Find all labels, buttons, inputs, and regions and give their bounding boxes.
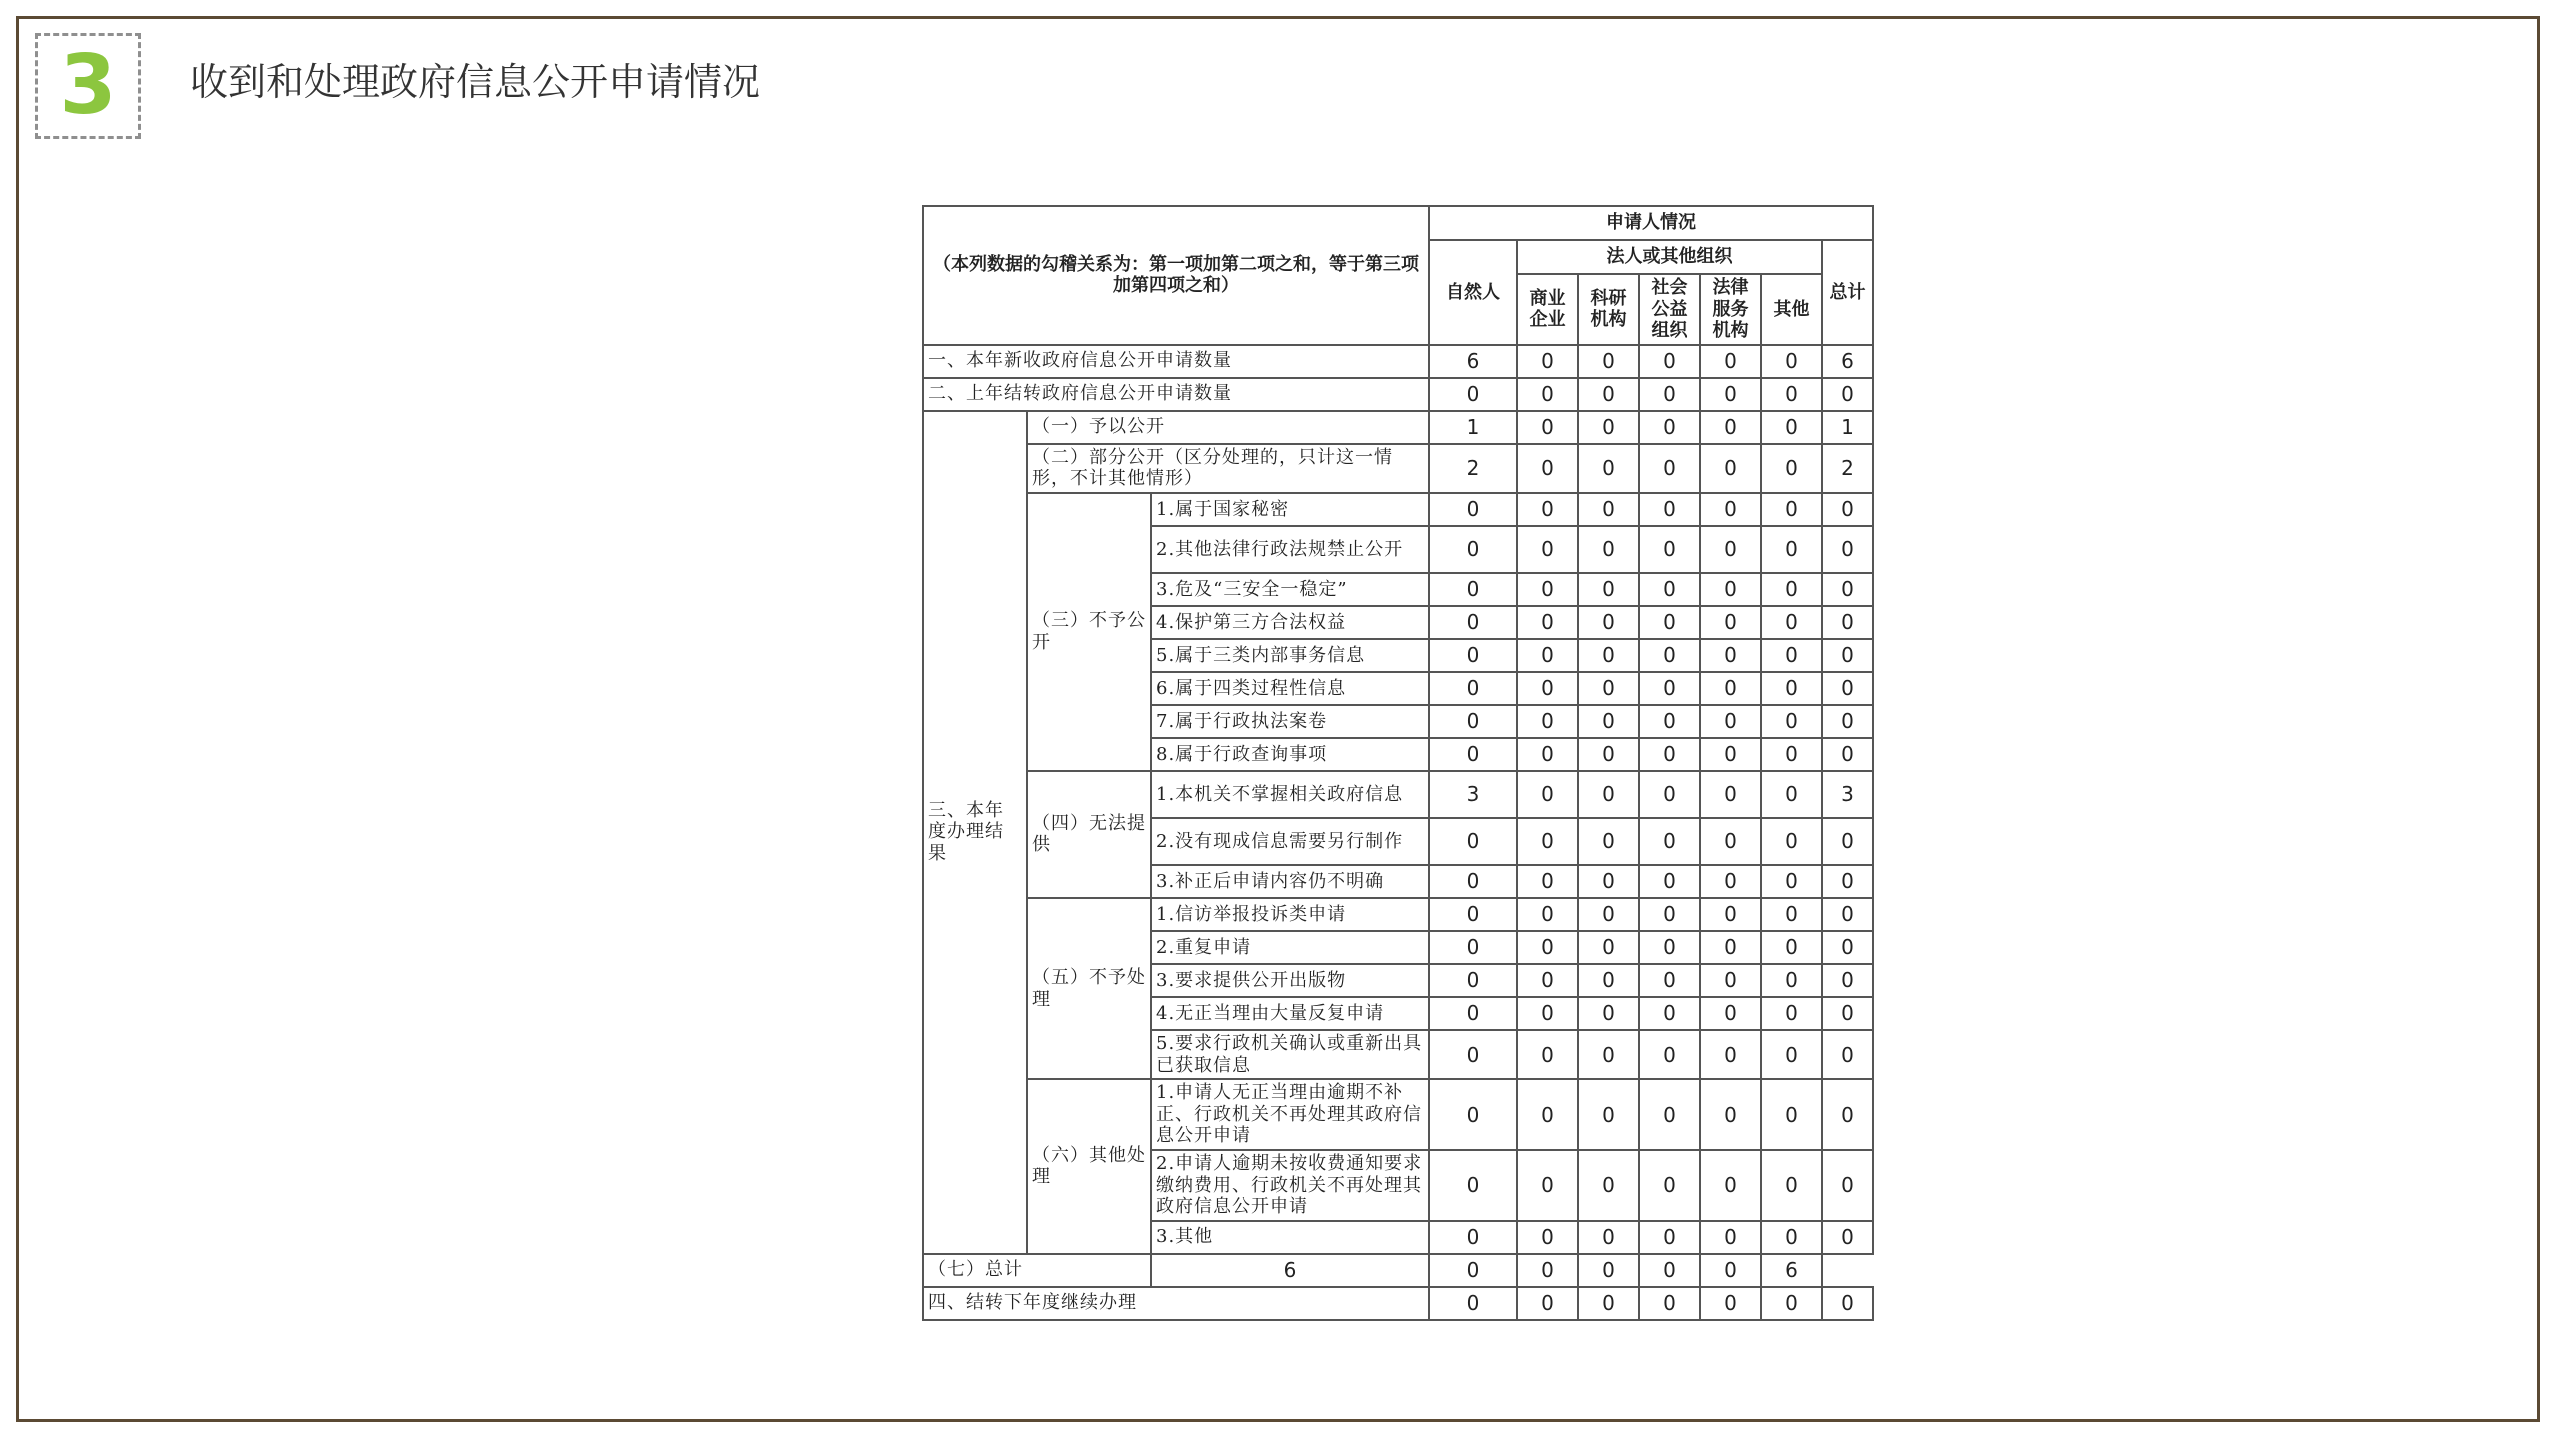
value-cell: 0 — [1822, 865, 1873, 898]
value-cell: 0 — [1822, 931, 1873, 964]
value-cell: 0 — [1429, 1150, 1517, 1221]
value-cell: 0 — [1761, 1287, 1822, 1320]
value-cell: 0 — [1517, 771, 1578, 818]
value-cell: 0 — [1429, 964, 1517, 997]
value-cell: 0 — [1517, 898, 1578, 931]
corner-note: （本列数据的勾稽关系为：第一项加第二项之和，等于第三项加第四项之和） — [923, 206, 1429, 345]
row-label: （一）予以公开 — [1027, 411, 1429, 444]
value-cell: 0 — [1700, 672, 1761, 705]
value-cell: 0 — [1578, 526, 1639, 573]
value-cell: 0 — [1761, 573, 1822, 606]
value-cell: 0 — [1700, 411, 1761, 444]
section-number-box — [35, 33, 141, 139]
value-cell: 0 — [1517, 738, 1578, 771]
value-cell: 0 — [1761, 865, 1822, 898]
value-cell: 0 — [1639, 672, 1700, 705]
table-row — [923, 345, 1873, 378]
row-label: 6.属于四类过程性信息 — [1151, 672, 1429, 705]
value-cell: 0 — [1578, 672, 1639, 705]
value-cell: 0 — [1822, 606, 1873, 639]
value-cell: 0 — [1429, 818, 1517, 865]
value-cell: 0 — [1517, 865, 1578, 898]
value-cell: 0 — [1761, 997, 1822, 1030]
value-cell: 0 — [1700, 1030, 1761, 1079]
table-row — [923, 444, 1873, 493]
row-label: （七）总计 — [923, 1254, 1151, 1287]
value-cell: 0 — [1429, 1254, 1517, 1287]
value-cell: 0 — [1517, 705, 1578, 738]
row-label: 7.属于行政执法案卷 — [1151, 705, 1429, 738]
value-cell: 0 — [1761, 639, 1822, 672]
value-cell: 0 — [1578, 639, 1639, 672]
value-cell: 0 — [1822, 1287, 1873, 1320]
value-cell: 0 — [1578, 1030, 1639, 1079]
value-cell: 0 — [1639, 1030, 1700, 1079]
value-cell: 0 — [1429, 573, 1517, 606]
col-legal: 法律服务机构 — [1700, 274, 1761, 345]
value-cell: 0 — [1639, 573, 1700, 606]
value-cell: 0 — [1761, 444, 1822, 493]
value-cell: 0 — [1578, 997, 1639, 1030]
row-label: 2.其他法律行政法规禁止公开 — [1151, 526, 1429, 573]
row-label: 4.保护第三方合法权益 — [1151, 606, 1429, 639]
value-cell: 2 — [1429, 444, 1517, 493]
value-cell: 0 — [1761, 964, 1822, 997]
group-not-disclosed: （三）不予公开 — [1027, 493, 1151, 771]
col-total: 总计 — [1822, 240, 1873, 345]
value-cell: 0 — [1700, 771, 1761, 818]
col-social: 社会公益组织 — [1639, 274, 1700, 345]
value-cell: 0 — [1822, 705, 1873, 738]
value-cell: 0 — [1700, 898, 1761, 931]
value-cell: 0 — [1578, 931, 1639, 964]
table-row — [923, 898, 1873, 931]
value-cell: 1 — [1429, 411, 1517, 444]
statistics-table — [922, 205, 1874, 1321]
value-cell: 0 — [1822, 1150, 1873, 1221]
value-cell: 0 — [1761, 672, 1822, 705]
value-cell: 0 — [1578, 493, 1639, 526]
value-cell: 0 — [1761, 1150, 1822, 1221]
value-cell: 0 — [1700, 1150, 1761, 1221]
row-label: 1.属于国家秘密 — [1151, 493, 1429, 526]
value-cell: 0 — [1578, 964, 1639, 997]
value-cell: 0 — [1822, 1079, 1873, 1150]
value-cell: 0 — [1639, 997, 1700, 1030]
value-cell: 0 — [1639, 444, 1700, 493]
value-cell: 0 — [1517, 493, 1578, 526]
value-cell: 0 — [1517, 411, 1578, 444]
value-cell: 0 — [1639, 411, 1700, 444]
value-cell: 0 — [1429, 705, 1517, 738]
value-cell: 6 — [1822, 345, 1873, 378]
value-cell: 0 — [1700, 931, 1761, 964]
value-cell: 0 — [1517, 345, 1578, 378]
value-cell: 0 — [1639, 865, 1700, 898]
value-cell: 0 — [1578, 1254, 1639, 1287]
value-cell: 0 — [1761, 378, 1822, 411]
value-cell: 0 — [1639, 606, 1700, 639]
value-cell: 0 — [1700, 526, 1761, 573]
value-cell: 0 — [1822, 964, 1873, 997]
value-cell: 0 — [1578, 1079, 1639, 1150]
value-cell: 0 — [1761, 411, 1822, 444]
statistics-table-wrap — [922, 205, 1872, 1321]
value-cell: 0 — [1429, 606, 1517, 639]
value-cell: 0 — [1517, 1150, 1578, 1221]
value-cell: 0 — [1822, 738, 1873, 771]
value-cell: 3 — [1822, 771, 1873, 818]
value-cell: 0 — [1429, 997, 1517, 1030]
table-row — [923, 493, 1873, 526]
value-cell: 0 — [1761, 705, 1822, 738]
value-cell: 0 — [1700, 606, 1761, 639]
group-annual-result: 三、本年度办理结果 — [923, 411, 1027, 1254]
value-cell: 0 — [1429, 1030, 1517, 1079]
value-cell: 0 — [1700, 1221, 1761, 1254]
value-cell: 0 — [1578, 444, 1639, 493]
value-cell: 0 — [1639, 639, 1700, 672]
value-cell: 0 — [1517, 573, 1578, 606]
value-cell: 6 — [1761, 1254, 1822, 1287]
value-cell: 2 — [1822, 444, 1873, 493]
value-cell: 0 — [1700, 964, 1761, 997]
value-cell: 0 — [1700, 997, 1761, 1030]
value-cell: 0 — [1639, 1221, 1700, 1254]
col-business: 商业企业 — [1517, 274, 1578, 345]
value-cell: 0 — [1578, 865, 1639, 898]
row-label: 1.信访举报投诉类申请 — [1151, 898, 1429, 931]
row-label: 四、结转下年度继续办理 — [923, 1287, 1429, 1320]
row-label: 5.属于三类内部事务信息 — [1151, 639, 1429, 672]
value-cell: 0 — [1700, 705, 1761, 738]
row-label: 二、上年结转政府信息公开申请数量 — [923, 378, 1429, 411]
value-cell: 0 — [1822, 672, 1873, 705]
col-natural-person: 自然人 — [1429, 240, 1517, 345]
value-cell: 0 — [1517, 639, 1578, 672]
value-cell: 0 — [1700, 639, 1761, 672]
value-cell: 0 — [1700, 1287, 1761, 1320]
value-cell: 0 — [1517, 997, 1578, 1030]
value-cell: 0 — [1761, 493, 1822, 526]
value-cell: 0 — [1429, 639, 1517, 672]
value-cell: 0 — [1578, 705, 1639, 738]
value-cell: 0 — [1429, 738, 1517, 771]
value-cell: 0 — [1517, 1030, 1578, 1079]
table-row — [923, 1287, 1873, 1320]
value-cell: 0 — [1429, 378, 1517, 411]
value-cell: 0 — [1700, 573, 1761, 606]
value-cell: 0 — [1429, 526, 1517, 573]
group-unable-to-provide: （四）无法提供 — [1027, 771, 1151, 898]
value-cell: 1 — [1822, 411, 1873, 444]
col-research: 科研机构 — [1578, 274, 1639, 345]
row-label: 1.申请人无正当理由逾期不补正、行政机关不再处理其政府信息公开申请 — [1151, 1079, 1429, 1150]
value-cell: 0 — [1429, 672, 1517, 705]
value-cell: 0 — [1761, 1030, 1822, 1079]
value-cell: 0 — [1700, 493, 1761, 526]
value-cell: 0 — [1578, 378, 1639, 411]
value-cell: 0 — [1700, 1079, 1761, 1150]
value-cell: 0 — [1578, 1221, 1639, 1254]
value-cell: 0 — [1429, 865, 1517, 898]
value-cell: 0 — [1578, 818, 1639, 865]
value-cell: 0 — [1578, 738, 1639, 771]
table-row — [923, 1079, 1873, 1150]
value-cell: 0 — [1822, 493, 1873, 526]
value-cell: 0 — [1761, 898, 1822, 931]
value-cell: 0 — [1639, 964, 1700, 997]
value-cell: 0 — [1578, 606, 1639, 639]
value-cell: 0 — [1761, 738, 1822, 771]
value-cell: 0 — [1517, 378, 1578, 411]
value-cell: 0 — [1822, 573, 1873, 606]
value-cell: 0 — [1761, 1079, 1822, 1150]
row-label: 8.属于行政查询事项 — [1151, 738, 1429, 771]
value-cell: 0 — [1578, 898, 1639, 931]
value-cell: 0 — [1517, 526, 1578, 573]
row-label: 3.补正后申请内容仍不明确 — [1151, 865, 1429, 898]
value-cell: 0 — [1578, 1287, 1639, 1320]
value-cell: 0 — [1700, 738, 1761, 771]
value-cell: 0 — [1639, 818, 1700, 865]
value-cell: 0 — [1822, 1221, 1873, 1254]
value-cell: 0 — [1517, 964, 1578, 997]
value-cell: 0 — [1639, 1287, 1700, 1320]
value-cell: 3 — [1429, 771, 1517, 818]
value-cell: 0 — [1639, 378, 1700, 411]
value-cell: 0 — [1429, 931, 1517, 964]
value-cell: 0 — [1429, 898, 1517, 931]
applicant-header: 申请人情况 — [1429, 206, 1873, 240]
row-label: 4.无正当理由大量反复申请 — [1151, 997, 1429, 1030]
value-cell: 0 — [1700, 818, 1761, 865]
table-row — [923, 771, 1873, 818]
value-cell: 0 — [1429, 1079, 1517, 1150]
value-cell: 0 — [1639, 738, 1700, 771]
table-row — [923, 411, 1873, 444]
value-cell: 0 — [1517, 1287, 1578, 1320]
col-other: 其他 — [1761, 274, 1822, 345]
section-number: 3 — [59, 38, 117, 133]
header-row — [923, 206, 1873, 240]
row-label: 一、本年新收政府信息公开申请数量 — [923, 345, 1429, 378]
value-cell: 0 — [1700, 378, 1761, 411]
row-label: 3.要求提供公开出版物 — [1151, 964, 1429, 997]
value-cell: 0 — [1822, 639, 1873, 672]
row-label: 3.危及“三安全一稳定” — [1151, 573, 1429, 606]
page-title: 收到和处理政府信息公开申请情况 — [190, 60, 761, 104]
row-label: 2.没有现成信息需要另行制作 — [1151, 818, 1429, 865]
value-cell: 0 — [1578, 1150, 1639, 1221]
table-row — [923, 1254, 1873, 1287]
value-cell: 0 — [1639, 898, 1700, 931]
value-cell: 0 — [1639, 771, 1700, 818]
value-cell: 0 — [1639, 931, 1700, 964]
value-cell: 0 — [1639, 345, 1700, 378]
value-cell: 0 — [1639, 493, 1700, 526]
group-other-processing: （六）其他处理 — [1027, 1079, 1151, 1254]
value-cell: 0 — [1761, 1221, 1822, 1254]
value-cell: 0 — [1578, 345, 1639, 378]
value-cell: 0 — [1578, 771, 1639, 818]
value-cell: 0 — [1639, 526, 1700, 573]
value-cell: 0 — [1822, 818, 1873, 865]
value-cell: 0 — [1578, 411, 1639, 444]
value-cell: 0 — [1761, 931, 1822, 964]
row-label: 2.重复申请 — [1151, 931, 1429, 964]
value-cell: 0 — [1761, 526, 1822, 573]
row-label: 5.要求行政机关确认或重新出具已获取信息 — [1151, 1030, 1429, 1079]
value-cell: 0 — [1517, 818, 1578, 865]
org-header: 法人或其他组织 — [1517, 240, 1822, 274]
value-cell: 0 — [1761, 606, 1822, 639]
value-cell: 0 — [1639, 1150, 1700, 1221]
value-cell: 0 — [1700, 345, 1761, 378]
table-body — [923, 206, 1873, 1320]
value-cell: 0 — [1761, 771, 1822, 818]
value-cell: 0 — [1822, 997, 1873, 1030]
value-cell: 0 — [1429, 1287, 1517, 1320]
value-cell: 0 — [1761, 818, 1822, 865]
value-cell: 0 — [1822, 1030, 1873, 1079]
row-label: 1.本机关不掌握相关政府信息 — [1151, 771, 1429, 818]
value-cell: 0 — [1639, 705, 1700, 738]
value-cell: 0 — [1517, 672, 1578, 705]
value-cell: 0 — [1822, 526, 1873, 573]
value-cell: 0 — [1517, 1254, 1578, 1287]
value-cell: 0 — [1517, 931, 1578, 964]
value-cell: 0 — [1517, 1079, 1578, 1150]
value-cell: 6 — [1429, 345, 1517, 378]
value-cell: 6 — [1151, 1254, 1429, 1287]
value-cell: 0 — [1578, 573, 1639, 606]
value-cell: 0 — [1822, 378, 1873, 411]
value-cell: 0 — [1700, 865, 1761, 898]
value-cell: 0 — [1517, 444, 1578, 493]
value-cell: 0 — [1517, 606, 1578, 639]
value-cell: 0 — [1700, 444, 1761, 493]
value-cell: 0 — [1429, 1221, 1517, 1254]
value-cell: 0 — [1761, 345, 1822, 378]
table-row — [923, 378, 1873, 411]
row-label: 3.其他 — [1151, 1221, 1429, 1254]
value-cell: 0 — [1517, 1221, 1578, 1254]
row-label: 2.申请人逾期未按收费通知要求缴纳费用、行政机关不再处理其政府信息公开申请 — [1151, 1150, 1429, 1221]
group-not-processed: （五）不予处理 — [1027, 898, 1151, 1079]
value-cell: 0 — [1639, 1254, 1700, 1287]
row-label: （二）部分公开（区分处理的，只计这一情形，不计其他情形） — [1027, 444, 1429, 493]
value-cell: 0 — [1639, 1079, 1700, 1150]
value-cell: 0 — [1700, 1254, 1761, 1287]
value-cell: 0 — [1429, 493, 1517, 526]
value-cell: 0 — [1822, 898, 1873, 931]
